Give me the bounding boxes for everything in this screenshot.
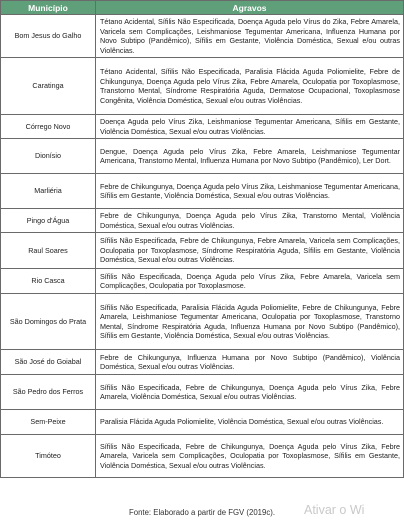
municipio-cell: Caratinga [1, 58, 96, 115]
municipio-cell: São Domingos do Prata [1, 294, 96, 350]
table-header-row [1, 1, 404, 15]
table-row [1, 233, 404, 269]
municipio-cell: Sem-Peixe [1, 410, 96, 435]
header-agravos: Agravos [96, 1, 404, 15]
municipio-cell: Marliéria [1, 174, 96, 209]
municipio-cell: Rio Casca [1, 269, 96, 294]
table-row [1, 15, 404, 58]
table-row [1, 269, 404, 294]
agravos-cell: Tétano Acidental, Sífilis Não Especificada, Paralisia Flácida Aguda Poliomielite, Febre de Chikungunya, Doença Aguda pelo Vírus Zika, Febre Amarela, Oculopatia por Toxoplasmose, Transtorno Mental, Síndrome Respiratória Aguda, Dermatose Ocupacional, Toxoplasmose Congênita, Violência Doméstica, Sexual e/ou outras Violências. [96, 58, 404, 115]
agravos-cell: Doença Aguda pelo Vírus Zika, Leishmaniose Tegumentar Americana, Sífilis em Gestante, Violência Doméstica, Sexual e/ou outras Violências. [96, 115, 404, 139]
municipio-cell: Dionísio [1, 139, 96, 174]
agravos-cell: Sífilis Não Especificada, Paralisia Flácida Aguda Poliomielite, Febre de Chikungunya, Febre Amarela, Leishmaniose Tegumentar Americana, Oculopatia por Toxoplasmose, Transtorno Mental, Síndrome Respiratória Aguda, Influenza Humana por Novo Subtipo (Pandêmico), Sífilis em Gestante, Violência Doméstica, Sexual e/ou outras Violências. [96, 294, 404, 350]
table-row [1, 375, 404, 410]
municipio-cell: Pingo d'Água [1, 209, 96, 233]
table-row [1, 410, 404, 435]
agravos-cell: Sífilis Não Especificada, Febre de Chikungunya, Doença Aguda pelo Vírus Zika, Febre Amarela, Varicela sem Complicações, Oculopatia por Toxoplasmose, Sífilis em Gestante, Violência Doméstica, Sexual e/ou outras Violências. [96, 435, 404, 478]
table-row [1, 115, 404, 139]
municipio-cell: São José do Goiabal [1, 350, 96, 375]
agravos-cell: Sífilis Não Especificada, Febre de Chikungunya, Doença Aguda pelo Vírus Zika, Febre Amarela, Violência Doméstica, Sexual e/ou outras Violências. [96, 375, 404, 410]
agravos-cell: Febre de Chikungunya, Influenza Humana por Novo Subtipo (Pandêmico), Violência Doméstica, Sexual e/ou outras Violências. [96, 350, 404, 375]
table-row [1, 139, 404, 174]
activation-watermark: Ativar o Wi [304, 503, 365, 517]
agravos-cell: Sífilis Não Especificada, Doença Aguda pelo Vírus Zika, Febre Amarela, Varicela sem Complicações, Oculopatia por Toxoplasmose. [96, 269, 404, 294]
header-municipio: Município [1, 1, 96, 15]
table-row [1, 294, 404, 350]
municipio-cell: São Pedro dos Ferros [1, 375, 96, 410]
agravos-cell: Sífilis Não Especificada, Febre de Chikungunya, Febre Amarela, Varicela sem Complicações, Oculopatia por Toxoplasmose, Síndrome Respiratória Aguda, Sífilis em Gestante, Violência Doméstica, Sexual e/ou outras Violências. [96, 233, 404, 269]
table-row [1, 174, 404, 209]
municipio-cell: Timóteo [1, 435, 96, 478]
agravos-cell: Paralisia Flácida Aguda Poliomielite, Violência Doméstica, Sexual e/ou outras Violências. [96, 410, 404, 435]
table-row [1, 58, 404, 115]
table-row [1, 435, 404, 478]
table-source-caption: Fonte: Elaborado a partir de FGV (2019c). [128, 508, 276, 517]
municipio-cell: Bom Jesus do Galho [1, 15, 96, 58]
agravos-cell: Tétano Acidental, Sífilis Não Especificada, Doença Aguda pelo Vírus do Zika, Febre Amarela, Varicela sem Complicações, Leishmaniose Tegumentar Americana, Influenza Humana por Novo Subtipo (Pandêmico), Sífilis em Gestante, Violência Doméstica, Sexual e/ou outras Violências. [96, 15, 404, 58]
agravos-cell: Febre de Chikungunya, Doença Aguda pelo Vírus Zika, Transtorno Mental, Violência Doméstica, Sexual e/ou outras Violências. [96, 209, 404, 233]
table-row [1, 209, 404, 233]
municipio-cell: Córrego Novo [1, 115, 96, 139]
agravos-cell: Dengue, Doença Aguda pelo Vírus Zika, Febre Amarela, Leishmaniose Tegumentar Americana, Transtorno Mental, Influenza Humana por Novo Subtipo (Pandêmico), Ler Dort. [96, 139, 404, 174]
municipio-cell: Raul Soares [1, 233, 96, 269]
table-row [1, 350, 404, 375]
agravos-cell: Febre de Chikungunya, Doença Aguda pelo Vírus Zika, Leishmaniose Tegumentar Americana, Sífilis em Gestante, Violência Doméstica, Sexual e/ou outras Violências. [96, 174, 404, 209]
